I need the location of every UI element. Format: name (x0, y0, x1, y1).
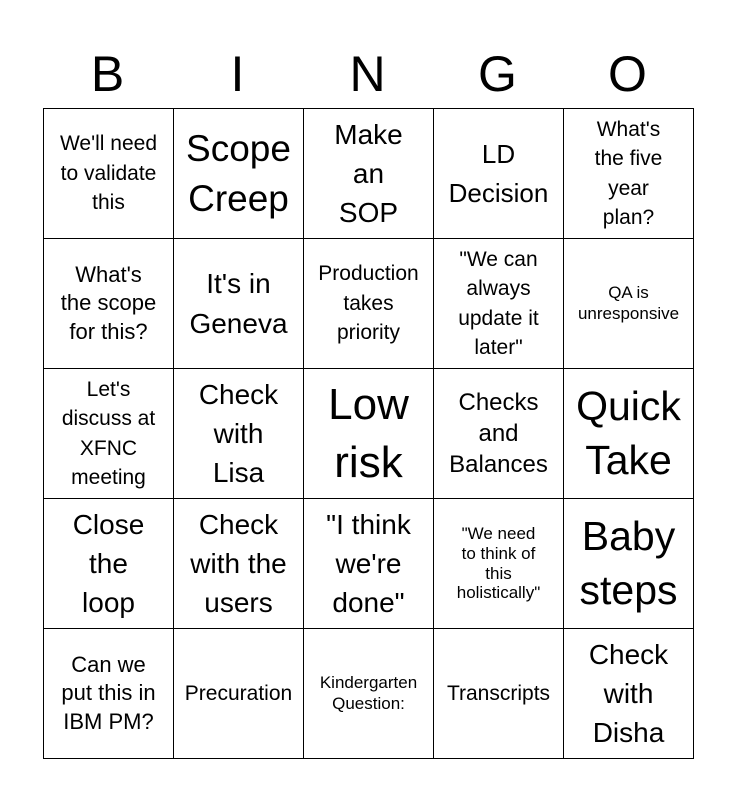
cell-text: Transcripts (446, 681, 551, 705)
board-row (44, 499, 694, 629)
cell-text: Low risk (328, 380, 409, 487)
cell-text: "I think we're done" (326, 508, 411, 619)
bingo-cell[interactable] (564, 499, 694, 629)
board-row (44, 239, 694, 369)
header-letter-o: O (608, 46, 648, 102)
cell-text: QA is unresponsive (577, 283, 680, 323)
cell-text: "We can always update it later" (458, 247, 539, 359)
bingo-cell[interactable] (174, 629, 304, 759)
header-letter-n: N (349, 46, 387, 102)
header-letter-i: I (230, 46, 246, 102)
bingo-cell[interactable] (434, 239, 564, 369)
cell-text: It's in Geneva (189, 268, 288, 339)
cell-text: What's the five year plan? (594, 117, 663, 229)
cell-text: Production takes priority (318, 262, 419, 345)
bingo-cell[interactable] (304, 239, 434, 369)
bingo-cell[interactable] (44, 629, 174, 759)
bingo-cell[interactable] (174, 499, 304, 629)
bingo-cell[interactable] (434, 369, 564, 499)
cell-text: Close the loop (72, 508, 145, 619)
header-letter-g: G (478, 46, 518, 102)
bingo-cell[interactable] (304, 499, 434, 629)
bingo-cell[interactable] (434, 499, 564, 629)
cell-text: Precuration (184, 681, 293, 705)
bingo-cell[interactable] (434, 109, 564, 239)
cell-text: What's the scope for this? (60, 261, 157, 344)
cell-text: LD Decision (448, 138, 549, 208)
bingo-cell[interactable] (304, 629, 434, 759)
board-row (44, 369, 694, 499)
bingo-cell[interactable] (44, 499, 174, 629)
cell-text: Scope Creep (186, 127, 291, 219)
cell-text: Checks and Balances (449, 388, 548, 479)
bingo-cell[interactable] (564, 239, 694, 369)
header-letter-b: B (90, 46, 126, 102)
board-row (44, 629, 694, 759)
bingo-cell[interactable] (44, 109, 174, 239)
board-row (44, 109, 694, 239)
bingo-cell[interactable] (304, 109, 434, 239)
bingo-cell[interactable] (564, 629, 694, 759)
bingo-board (43, 108, 694, 759)
cell-text: Can we put this in IBM PM? (61, 651, 156, 734)
cell-text: Kindergarten Question: (319, 673, 418, 713)
cell-text: Quick Take (576, 383, 681, 483)
bingo-cell[interactable] (564, 369, 694, 499)
cell-text: We'll need to validate this (59, 132, 157, 215)
bingo-header (43, 40, 693, 108)
bingo-cell[interactable] (564, 109, 694, 239)
bingo-cell[interactable] (44, 239, 174, 369)
cell-text: "We need to think of this holistically" (456, 524, 541, 603)
bingo-cell[interactable] (44, 369, 174, 499)
cell-text: Check with Disha (588, 638, 669, 749)
bingo-cell[interactable] (304, 369, 434, 499)
bingo-cell[interactable] (174, 239, 304, 369)
cell-text: Baby steps (579, 513, 678, 613)
bingo-cell[interactable] (434, 629, 564, 759)
bingo-cell[interactable] (174, 369, 304, 499)
cell-text: Check with Lisa (198, 378, 279, 489)
cell-text: Let's discuss at XFNC meeting (61, 377, 156, 489)
cell-text: Check with the users (190, 508, 287, 619)
cell-text: Make an SOP (334, 118, 403, 229)
bingo-cell[interactable] (174, 109, 304, 239)
